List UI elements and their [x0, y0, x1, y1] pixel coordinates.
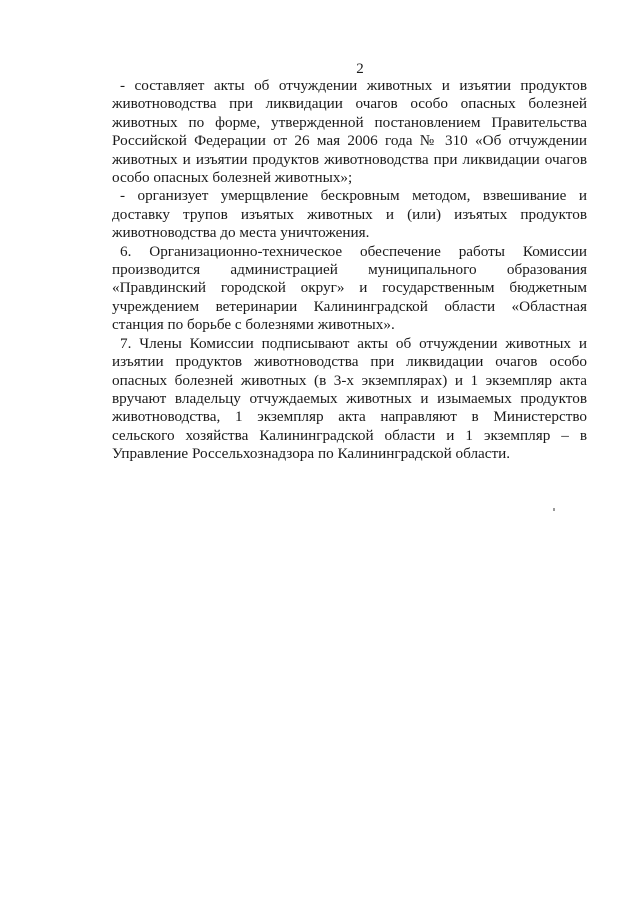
- document-body: [112, 77, 587, 464]
- paragraph-acts-drafting: - составляет акты об отчуждении животных и изъятии продуктов животноводства при ликвидации очагов особо опасных болезней животных по форме, утвержденной постановлением Правительства Российской Федерации от 26 мая 2006 года № 310 «Об отчуждении животных и изъятии продуктов животноводства при ликвидации очагов особо опасных болезней животных»;: [112, 77, 587, 187]
- paragraph-slaughter-organization: - организует умерщвление бескровным методом, взвешивание и доставку трупов изъятых животных и (или) изъятых продуктов животноводства до места уничтожения.: [112, 187, 587, 242]
- paragraph-item-6: 6. Организационно-техническое обеспечение работы Комиссии производится администрацией муниципального образования «Правдинский городской округ» и государственным бюджетным учреждением ветеринарии Калининградской области «Областная станция по борьбе с болезнями животных».: [112, 242, 587, 334]
- scan-speck: [553, 508, 555, 511]
- paragraph-item-7: 7. Члены Комиссии подписывают акты об отчуждении животных и изъятии продуктов животноводства при ликвидации очагов особо опасных болезней животных (в 3-х экземплярах) и 1 экземпляр акта вручают владельцу отчуждаемых животных и изымаемых продуктов животноводства, 1 экземпляр акта направляют в Министерство сельского хозяйства Калининградской области и 1 экземпляр – в Управление Россельхознадзора по Калининградской области.: [112, 334, 587, 463]
- page-number: 2: [356, 61, 364, 77]
